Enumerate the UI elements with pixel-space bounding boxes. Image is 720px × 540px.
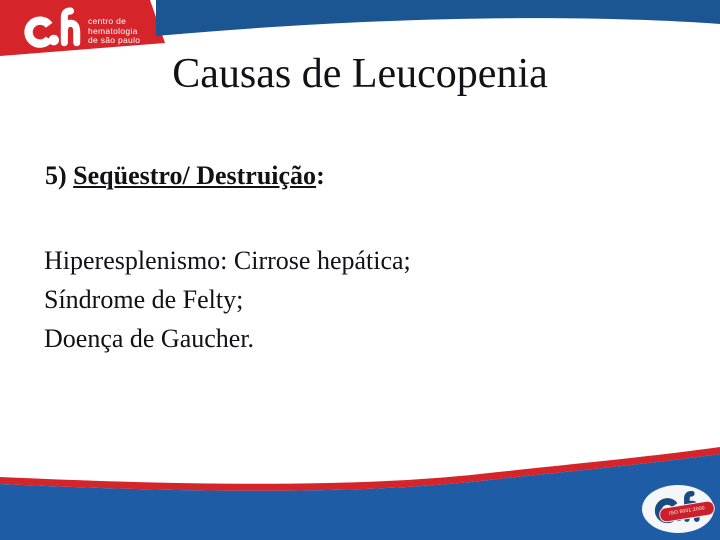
heading-colon: : <box>316 161 325 190</box>
heading-term: Seqüestro/ Destruição <box>73 161 317 190</box>
ch-monogram-icon <box>22 7 82 52</box>
slide-title: Causas de Leucopenia <box>172 51 548 97</box>
org-name-line: centro de <box>88 16 127 26</box>
bottom-right-logo <box>640 483 718 537</box>
heading-number: 5) <box>45 161 74 190</box>
body-text <box>44 241 411 358</box>
body-line: Hiperesplenismo: Cirrose hepática; <box>44 246 411 275</box>
body-line: Síndrome de Felty; <box>44 285 244 314</box>
iso-badge: ISO 9001:2000 <box>658 500 716 524</box>
org-name-line: hematologia <box>88 25 138 36</box>
body-line: Doença de Gaucher. <box>44 324 255 353</box>
org-name-line: de são paulo <box>88 35 141 45</box>
section-heading <box>45 161 325 191</box>
top-blue-band <box>156 0 720 36</box>
org-name <box>88 17 140 46</box>
